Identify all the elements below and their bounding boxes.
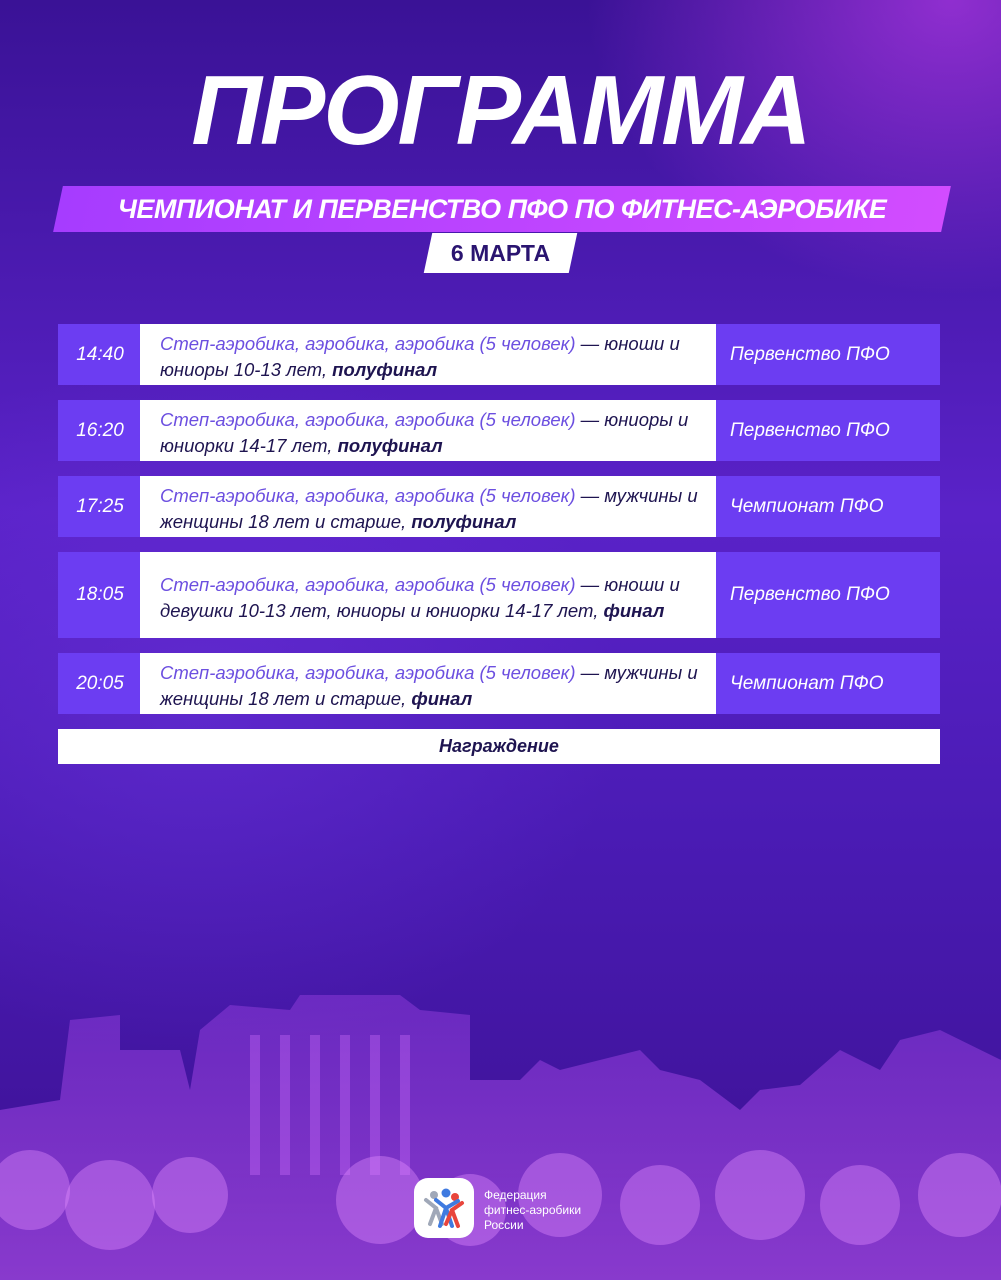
row-participants: — юниоры и юниорки 14-17 лет, xyxy=(160,409,689,456)
row-discipline: Степ-аэробика, аэробика, аэробика (5 человек) xyxy=(160,573,576,595)
award-ceremony-row: Награждение xyxy=(58,729,940,764)
row-description xyxy=(140,400,716,461)
schedule-row xyxy=(58,552,940,638)
city-skyline-decoration xyxy=(0,990,1001,1280)
row-event: Чемпионат ПФО xyxy=(716,653,940,714)
row-participants: — мужчины и женщины 18 лет и старше, xyxy=(160,485,698,532)
row-discipline: Степ-аэробика, аэробика, аэробика (5 человек) xyxy=(160,333,576,354)
row-description xyxy=(140,653,716,714)
row-discipline: Степ-аэробика, аэробика, аэробика (5 человек) xyxy=(160,662,576,683)
row-time: 17:25 xyxy=(58,476,140,537)
row-stage: полуфинал xyxy=(411,511,517,532)
row-participants: — юноши и девушки 10-13 лет, юниоры и юниорки 14-17 лет, xyxy=(160,573,680,621)
schedule-row xyxy=(58,324,940,385)
row-discipline: Степ-аэробика, аэробика, аэробика (5 человек) xyxy=(160,485,576,506)
schedule-row xyxy=(58,400,940,461)
row-time: 18:05 xyxy=(58,552,140,638)
row-description xyxy=(140,476,716,537)
federation-name xyxy=(484,1188,581,1233)
federation-name-line: Федерация xyxy=(484,1188,547,1202)
federation-name-line: России xyxy=(484,1218,524,1232)
row-stage: полуфинал xyxy=(332,359,438,380)
federation-logo xyxy=(414,1178,474,1238)
row-stage: финал xyxy=(411,688,473,709)
schedule-row xyxy=(58,653,940,714)
federation-name-line: фитнес-аэробики xyxy=(484,1203,582,1217)
row-description xyxy=(140,324,716,385)
row-event: Первенство ПФО xyxy=(716,400,940,461)
schedule-row xyxy=(58,476,940,537)
page-title: ПРОГРАММА xyxy=(191,55,810,165)
row-event: Чемпионат ПФО xyxy=(716,476,940,537)
event-date: 6 МАРТА xyxy=(450,240,551,266)
row-event: Первенство ПФО xyxy=(716,552,940,638)
event-subtitle: ЧЕМПИОНАТ И ПЕРВЕНСТВО ПФО ПО ФИТНЕС-АЭРОБИКЕ xyxy=(117,194,887,224)
row-stage: финал xyxy=(603,599,665,621)
row-time: 20:05 xyxy=(58,653,140,714)
row-time: 14:40 xyxy=(58,324,140,385)
row-participants: — мужчины и женщины 18 лет и старше, xyxy=(160,662,698,709)
row-description xyxy=(140,552,716,638)
schedule-table xyxy=(58,324,940,764)
row-discipline: Степ-аэробика, аэробика, аэробика (5 человек) xyxy=(160,409,576,430)
row-participants: — юноши и юниоры 10-13 лет, xyxy=(160,333,680,380)
row-event: Первенство ПФО xyxy=(716,324,940,385)
row-time: 16:20 xyxy=(58,400,140,461)
row-stage: полуфинал xyxy=(337,435,443,456)
federation-logo-icon xyxy=(422,1186,466,1230)
